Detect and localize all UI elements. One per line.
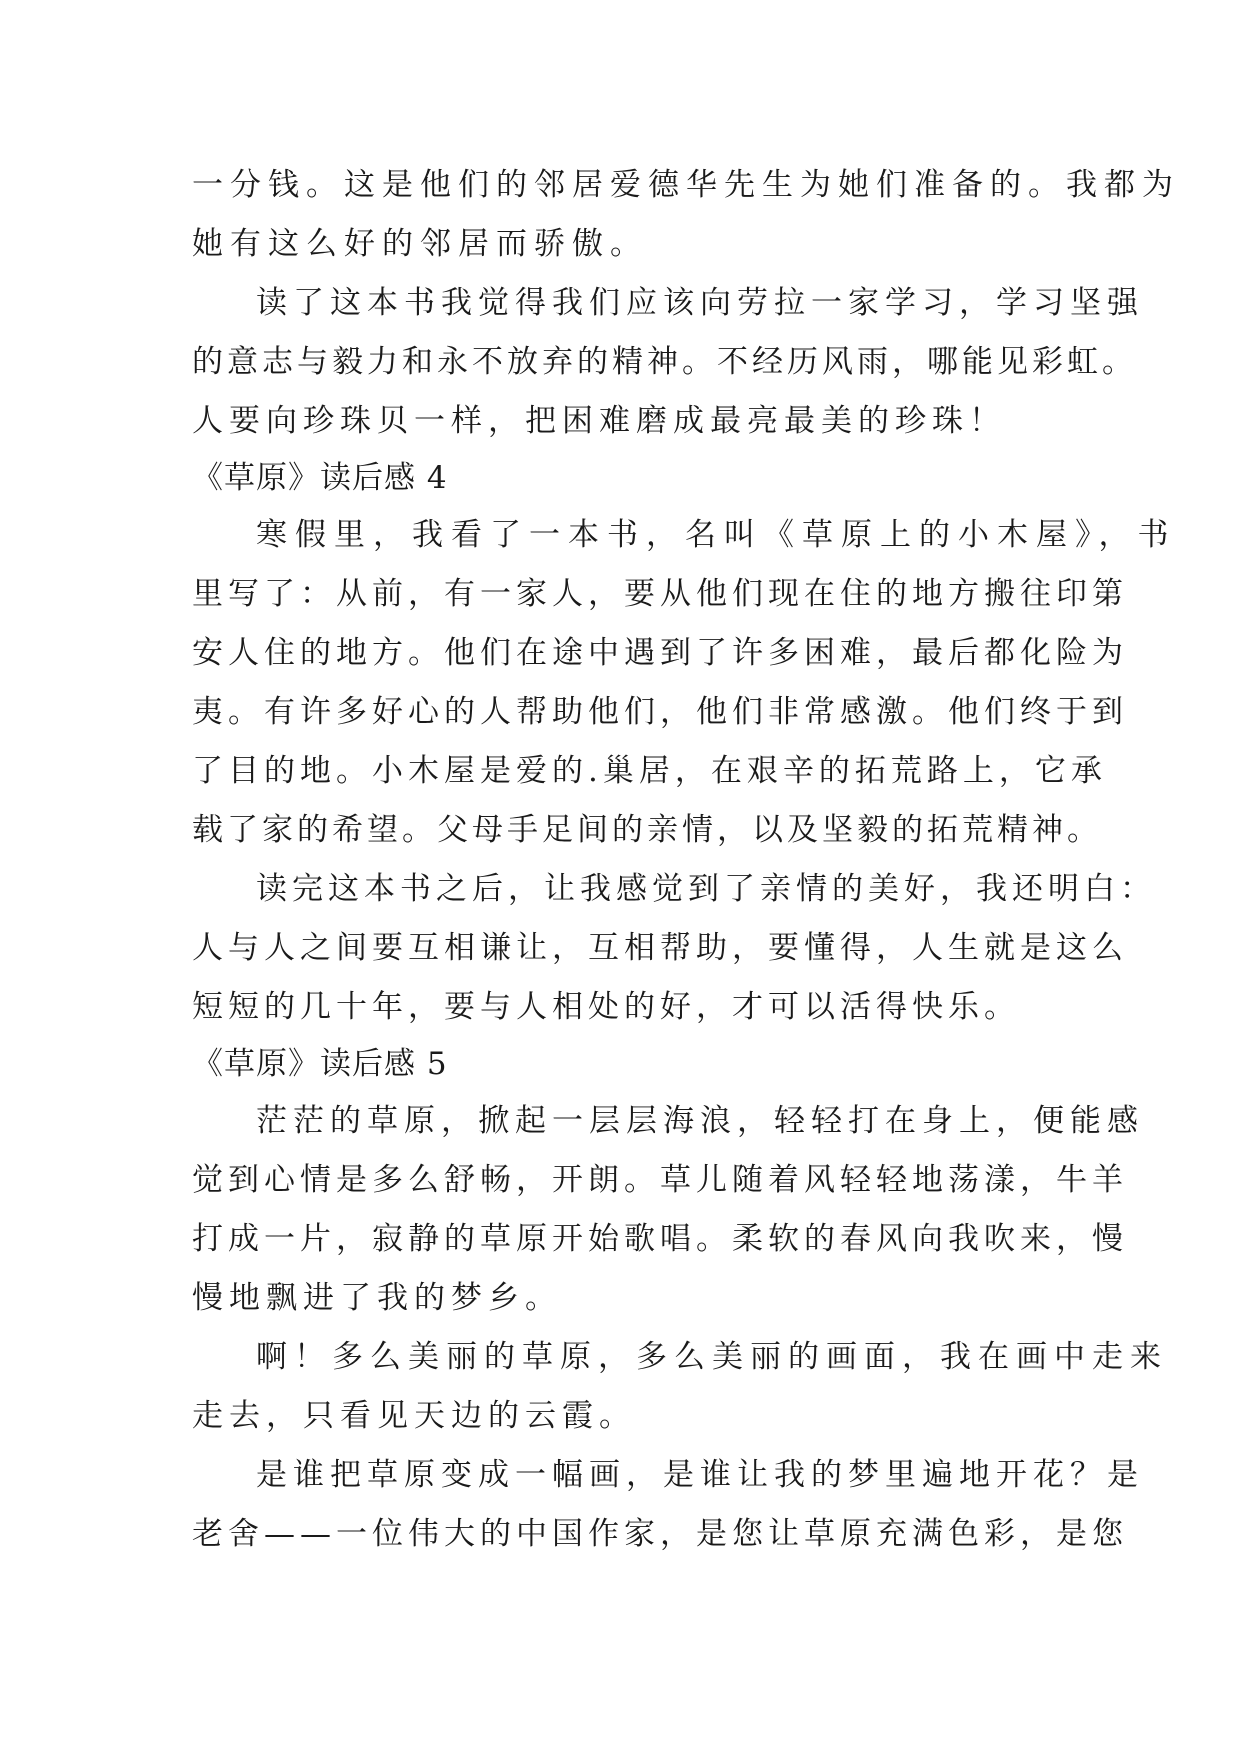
paragraph-first-line: 茫茫的草原，掀起一层层海浪，轻轻打在身上，便能感 [256,1103,1144,1139]
body-line: 人要向珍珠贝一样，把困难磨成最亮最美的珍珠！ [192,403,1006,439]
body-line: 老舍——一位伟大的中国作家，是您让草原充满色彩，是您 [192,1516,1128,1552]
paragraph-first-line: 读了这本书我觉得我们应该向劳拉一家学习，学习坚强 [256,285,1144,321]
body-line: 人与人之间要互相谦让，互相帮助，要懂得，人生就是这么 [192,930,1128,966]
paragraph-first-line: 是谁把草原变成一幅画，是谁让我的梦里遍地开花？是 [256,1457,1144,1493]
paragraph-first-line: 寒假里，我看了一本书，名叫《草原上的小木屋》，书 [256,517,1177,553]
paragraph-first-line: 读完这本书之后，让我感觉到了亲情的美好，我还明白： [256,871,1156,907]
body-line: 觉到心情是多么舒畅，开朗。草儿随着风轻轻地荡漾，牛羊 [192,1162,1128,1198]
body-line: 走去，只看见天边的云霞。 [192,1398,636,1434]
body-line: 载了家的希望。父母手足间的亲情，以及坚毅的拓荒精神。 [192,812,1102,848]
section-heading-4: 《草原》读后感 4 [192,460,448,496]
body-line: 一分钱。这是他们的邻居爱德华先生为她们准备的。我都为 [192,167,1180,203]
body-line: 她有这么好的邻居而骄傲。 [192,226,648,262]
body-line: 了目的地。小木屋是爱的.巢居，在艰辛的拓荒路上，它承 [192,753,1107,789]
body-line: 慢地飘进了我的梦乡。 [192,1280,562,1316]
body-line: 打成一片，寂静的草原开始歌唱。柔软的春风向我吹来，慢 [192,1221,1128,1257]
section-heading-5: 《草原》读后感 5 [192,1046,448,1082]
body-line: 的意志与毅力和永不放弃的精神。不经历风雨，哪能见彩虹。 [192,344,1137,380]
paragraph-first-line: 啊！多么美丽的草原，多么美丽的画面，我在画中走来 [256,1339,1168,1375]
body-line: 里写了：从前，有一家人，要从他们现在住的地方搬往印第 [192,576,1128,612]
body-line: 短短的几十年，要与人相处的好，才可以活得快乐。 [192,989,1020,1025]
body-line: 安人住的地方。他们在途中遇到了许多困难，最后都化险为 [192,635,1128,671]
body-line: 夷。有许多好心的人帮助他们，他们非常感激。他们终于到 [192,694,1128,730]
